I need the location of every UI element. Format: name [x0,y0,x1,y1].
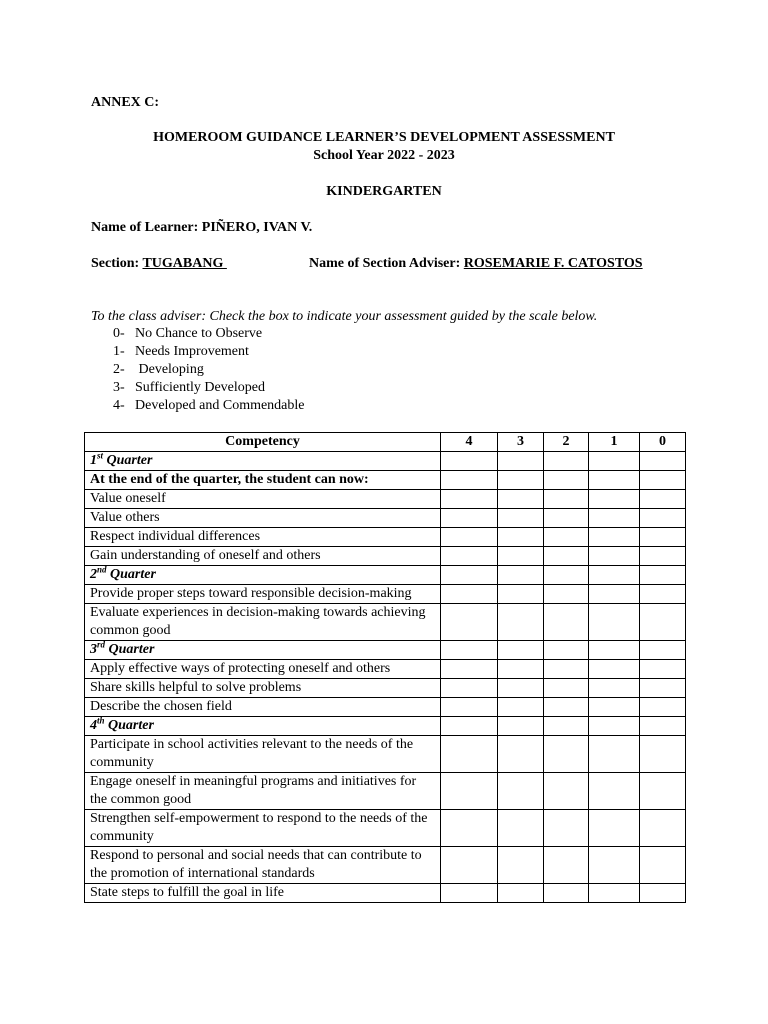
header-0: 0 [640,433,686,452]
scale-item: 2- Developing [113,362,204,377]
rating-cell[interactable] [544,490,589,509]
quarter-row [85,566,686,585]
rating-cell[interactable] [589,698,640,717]
quarter-label: 1st Quarter [85,452,441,471]
quarter-label: 3rd Quarter [85,641,441,660]
rating-cell[interactable] [441,490,498,509]
quarter-row [85,452,686,471]
rating-cell[interactable] [640,585,686,604]
rating-cell[interactable] [544,452,589,471]
learner-label: Name of Learner: [91,220,202,235]
rating-cell[interactable] [498,660,544,679]
rating-cell[interactable] [498,847,544,884]
rating-cell[interactable] [441,452,498,471]
school-year: School Year 2022 - 2023 [313,148,455,163]
rating-cell[interactable] [441,585,498,604]
rating-cell[interactable] [589,585,640,604]
table-header-row [85,433,686,452]
rating-cell[interactable] [589,717,640,736]
table-row [85,810,686,847]
rating-cell[interactable] [544,810,589,847]
competency-text: Value others [85,509,441,528]
rating-cell[interactable] [544,566,589,585]
competency-text: State steps to fulfill the goal in life [85,884,441,903]
rating-cell[interactable] [498,884,544,903]
header-4: 4 [441,433,498,452]
rating-cell[interactable] [441,773,498,810]
rating-cell[interactable] [441,847,498,884]
competency-text: Describe the chosen field [85,698,441,717]
competency-text: Share skills helpful to solve problems [85,679,441,698]
table-row [85,679,686,698]
rating-cell[interactable] [589,471,640,490]
rating-cell[interactable] [640,679,686,698]
rating-cell[interactable] [640,547,686,566]
competency-text: Respect individual differences [85,528,441,547]
table-row [85,660,686,679]
rating-cell[interactable] [498,547,544,566]
table-row [85,773,686,810]
section-label: Section: [91,256,143,271]
competency-text: Respond to personal and social needs that can contribute to the promotion of international standards [85,847,441,884]
rating-cell[interactable] [589,773,640,810]
header-3: 3 [498,433,544,452]
rating-cell[interactable] [498,528,544,547]
quarter-label: 4th Quarter [85,717,441,736]
competency-text: Evaluate experiences in decision-making towards achieving common good [85,604,441,641]
annex-label: ANNEX C: [91,95,160,110]
section-line [91,256,227,272]
rating-cell[interactable] [640,810,686,847]
scale-item: 3- Sufficiently Developed [113,380,265,395]
rating-cell[interactable] [441,547,498,566]
rating-cell[interactable] [544,528,589,547]
adviser-label: Name of Section Adviser: [309,256,464,271]
quarter-label: 2nd Quarter [85,566,441,585]
rating-cell[interactable] [544,585,589,604]
rating-cell[interactable] [544,698,589,717]
rating-cell[interactable] [498,490,544,509]
scale-item: 0- No Chance to Observe [113,326,263,341]
rating-cell[interactable] [544,509,589,528]
competency-text: Engage oneself in meaningful programs and initiatives for the common good [85,773,441,810]
rating-scale-list [113,325,305,415]
competency-text: Apply effective ways of protecting oneself and others [85,660,441,679]
rating-cell[interactable] [640,452,686,471]
grade-level: KINDERGARTEN [326,184,442,199]
rating-cell[interactable] [498,679,544,698]
competency-text: Strengthen self-empowerment to respond to the needs of the community [85,810,441,847]
adviser-line [309,256,643,272]
document-title: HOMEROOM GUIDANCE LEARNER’S DEVELOPMENT ASSESSMENT [153,130,615,145]
rating-cell[interactable] [441,604,498,641]
rating-cell[interactable] [640,884,686,903]
table-row [85,698,686,717]
rating-cell[interactable] [498,566,544,585]
competency-text: Value oneself [85,490,441,509]
rating-cell[interactable] [589,566,640,585]
rating-cell[interactable] [589,679,640,698]
rating-cell[interactable] [498,773,544,810]
rating-cell[interactable] [589,452,640,471]
rating-cell[interactable] [589,547,640,566]
rating-cell[interactable] [589,660,640,679]
rating-cell[interactable] [589,641,640,660]
rating-cell[interactable] [441,660,498,679]
header-competency: Competency [85,433,441,452]
rating-cell[interactable] [498,452,544,471]
rating-cell[interactable] [589,847,640,884]
rating-cell[interactable] [640,471,686,490]
rating-cell[interactable] [441,641,498,660]
table-row [85,509,686,528]
rating-cell[interactable] [589,810,640,847]
header-2: 2 [544,433,589,452]
header-1: 1 [589,433,640,452]
competency-text: Gain understanding of oneself and others [85,547,441,566]
rating-cell[interactable] [640,528,686,547]
table-row [85,847,686,884]
rating-cell[interactable] [498,717,544,736]
rating-cell[interactable] [544,471,589,490]
learner-line [91,220,312,236]
rating-cell[interactable] [544,736,589,773]
rating-cell[interactable] [441,717,498,736]
rating-cell[interactable] [441,471,498,490]
competency-table [84,432,686,903]
rating-cell[interactable] [441,884,498,903]
competency-text: Participate in school activities relevant to the needs of the community [85,736,441,773]
rating-cell[interactable] [544,847,589,884]
rating-cell[interactable] [498,736,544,773]
rating-cell[interactable] [441,509,498,528]
rating-cell[interactable] [544,641,589,660]
rating-cell[interactable] [544,660,589,679]
rating-cell[interactable] [640,660,686,679]
rating-cell[interactable] [441,679,498,698]
rating-cell[interactable] [544,679,589,698]
rating-cell[interactable] [498,698,544,717]
rating-cell[interactable] [640,847,686,884]
rating-cell[interactable] [640,566,686,585]
section-name: TUGABANG [142,256,227,271]
rating-cell[interactable] [441,698,498,717]
table-row [85,604,686,641]
rating-cell[interactable] [589,604,640,641]
table-row [85,490,686,509]
rating-cell[interactable] [441,528,498,547]
rating-cell[interactable] [640,641,686,660]
rating-cell[interactable] [498,509,544,528]
rating-cell[interactable] [498,471,544,490]
rating-cell[interactable] [544,547,589,566]
rating-cell[interactable] [589,884,640,903]
table-row [85,884,686,903]
rating-cell[interactable] [640,490,686,509]
rating-cell[interactable] [441,566,498,585]
competency-text: Provide proper steps toward responsible decision-making [85,585,441,604]
rating-cell[interactable] [640,698,686,717]
learner-name: PIÑERO, IVAN V. [201,220,313,235]
adviser-name: ROSEMARIE F. CATOSTOS [463,256,643,271]
scale-item: 1- Needs Improvement [113,344,249,359]
rating-cell[interactable] [589,736,640,773]
rating-cell[interactable] [498,810,544,847]
rating-cell[interactable] [589,509,640,528]
rating-cell[interactable] [498,641,544,660]
table-row [85,736,686,773]
rating-cell[interactable] [441,810,498,847]
rating-cell[interactable] [589,528,640,547]
instruction-text: To the class adviser: Check the box to indicate your assessment guided by the scale below. [91,309,598,324]
rating-cell[interactable] [640,736,686,773]
scale-item: 4- Developed and Commendable [113,398,305,413]
rating-cell[interactable] [544,773,589,810]
rating-cell[interactable] [498,585,544,604]
table-row [85,547,686,566]
rating-cell[interactable] [441,736,498,773]
rating-cell[interactable] [544,604,589,641]
table-row [85,528,686,547]
rating-cell[interactable] [640,604,686,641]
quarter-row [85,641,686,660]
rating-cell[interactable] [544,717,589,736]
rating-cell[interactable] [498,604,544,641]
intro-text: At the end of the quarter, the student can now: [85,471,441,490]
intro-row [85,471,686,490]
table-row [85,585,686,604]
rating-cell[interactable] [544,884,589,903]
rating-cell[interactable] [640,773,686,810]
rating-cell[interactable] [640,717,686,736]
quarter-row [85,717,686,736]
rating-cell[interactable] [640,509,686,528]
rating-cell[interactable] [589,490,640,509]
